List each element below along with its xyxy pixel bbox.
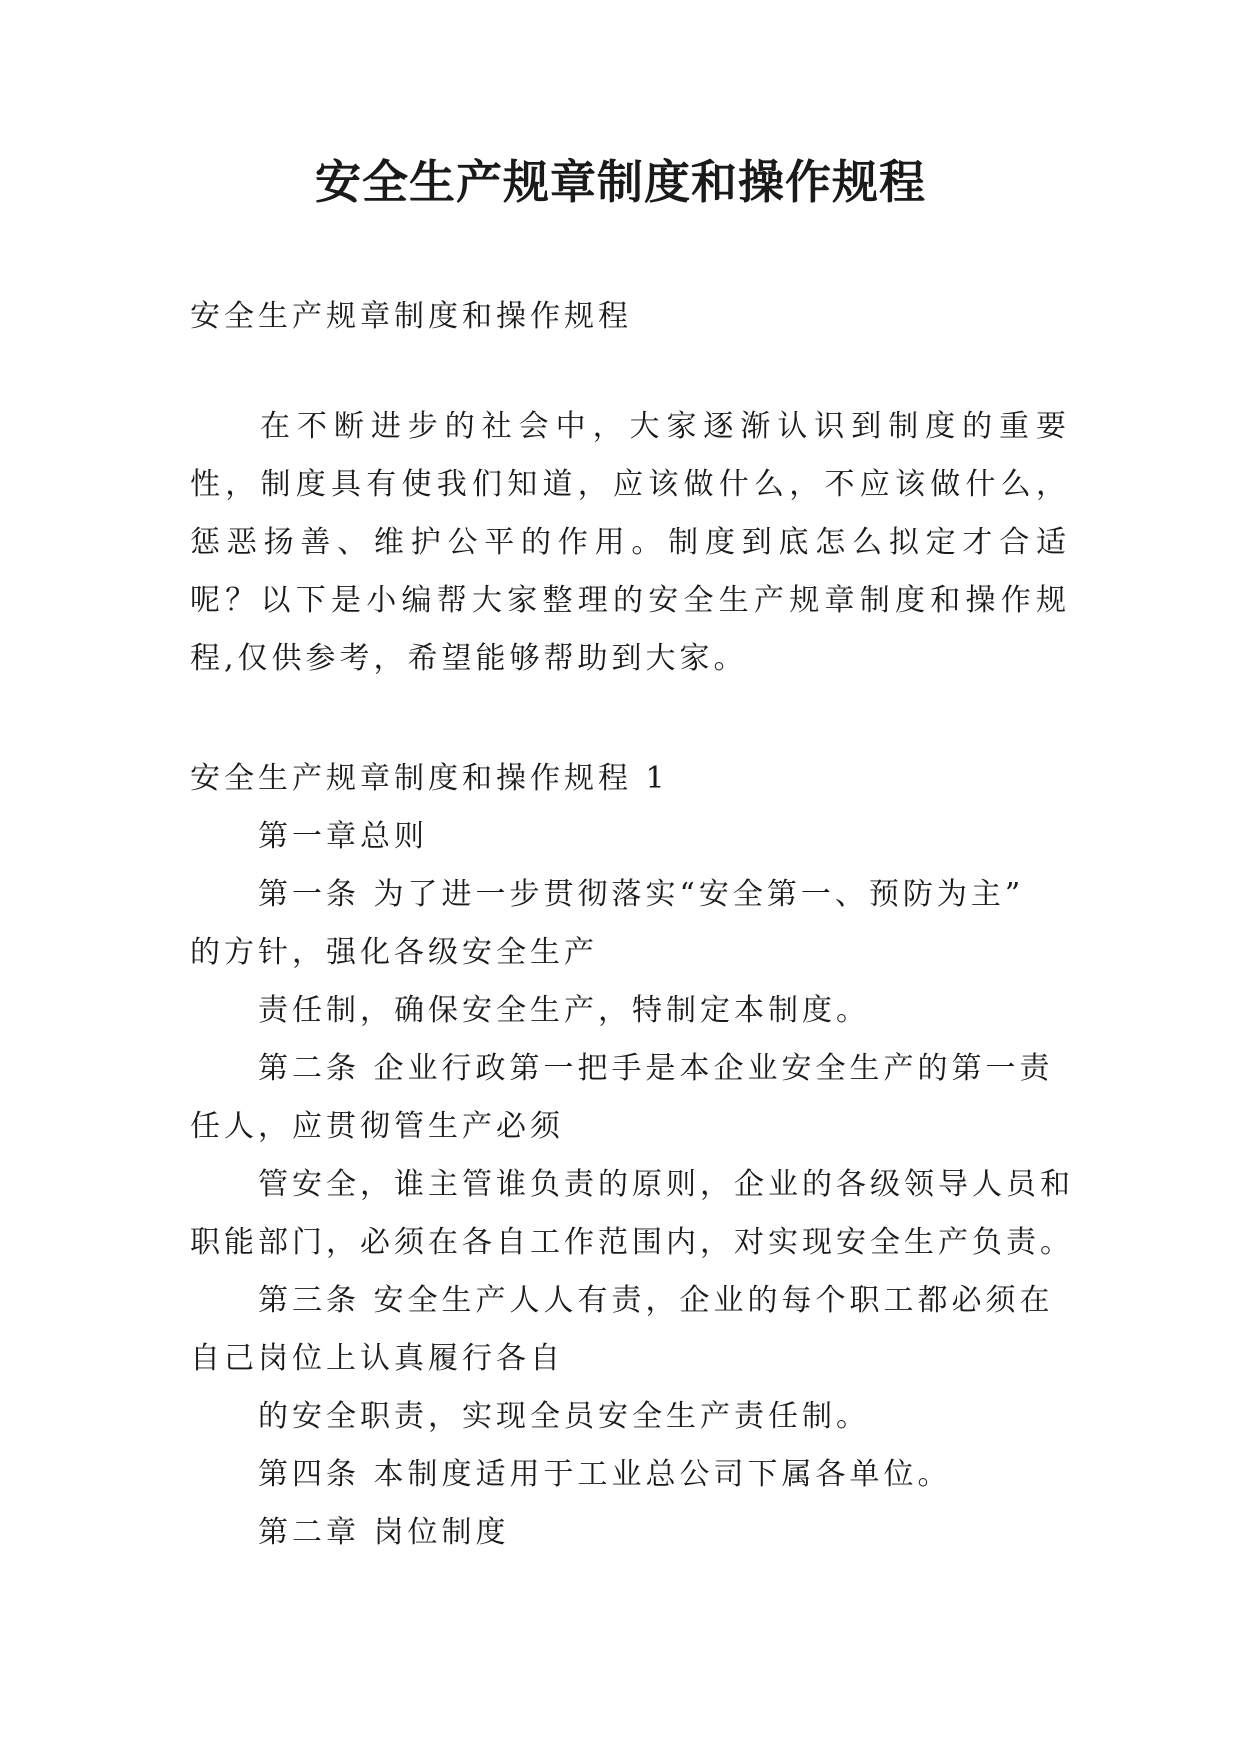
chapter-heading: 第一章总则 bbox=[258, 819, 428, 854]
article-line: 的安全职责，实现全员安全生产责任制。 bbox=[258, 1399, 870, 1434]
article-line: 第四条 本制度适用于工业总公司下属各单位。 bbox=[258, 1457, 952, 1492]
intro-paragraph: 在不断进步的社会中，大家逐渐认识到制度的重要性，制度具有使我们知道，应该做什么，不应该做什么，惩恶扬善、维护公平的作用。制度到底怎么拟定才合适呢？以下是小编帮大家整理的安全生产规章制度和操作规程,仅供参考，希望能够帮助到大家。 bbox=[190, 409, 1070, 676]
articles-section bbox=[190, 750, 1074, 1562]
section-heading: 安全生产规章制度和操作规程 1 bbox=[190, 761, 669, 796]
document-title: 安全生产规章制度和操作规程 bbox=[315, 155, 926, 209]
article-line: 管安全，谁主管谁负责的原则，企业的各级领导人员和 bbox=[258, 1167, 1074, 1202]
article-line: 职能部门，必须在各自工作范围内，对实现安全生产负责。 bbox=[190, 1225, 1074, 1260]
article-line: 自己岗位上认真履行各自 bbox=[190, 1341, 564, 1376]
article-line: 第三条 安全生产人人有责，企业的每个职工都必须在 bbox=[258, 1283, 1054, 1318]
article-line: 责任制，确保安全生产，特制定本制度。 bbox=[258, 993, 870, 1028]
article-line: 第一条 为了进一步贯彻落实“安全第一、预防为主” bbox=[258, 877, 1025, 912]
document-subtitle: 安全生产规章制度和操作规程 bbox=[190, 299, 632, 334]
chapter-heading: 第二章 岗位制度 bbox=[258, 1515, 510, 1550]
article-line: 的方针，强化各级安全生产 bbox=[190, 935, 598, 970]
article-line: 第二条 企业行政第一把手是本企业安全生产的第一责 bbox=[258, 1051, 1054, 1086]
article-line: 任人，应贯彻管生产必须 bbox=[190, 1109, 564, 1144]
